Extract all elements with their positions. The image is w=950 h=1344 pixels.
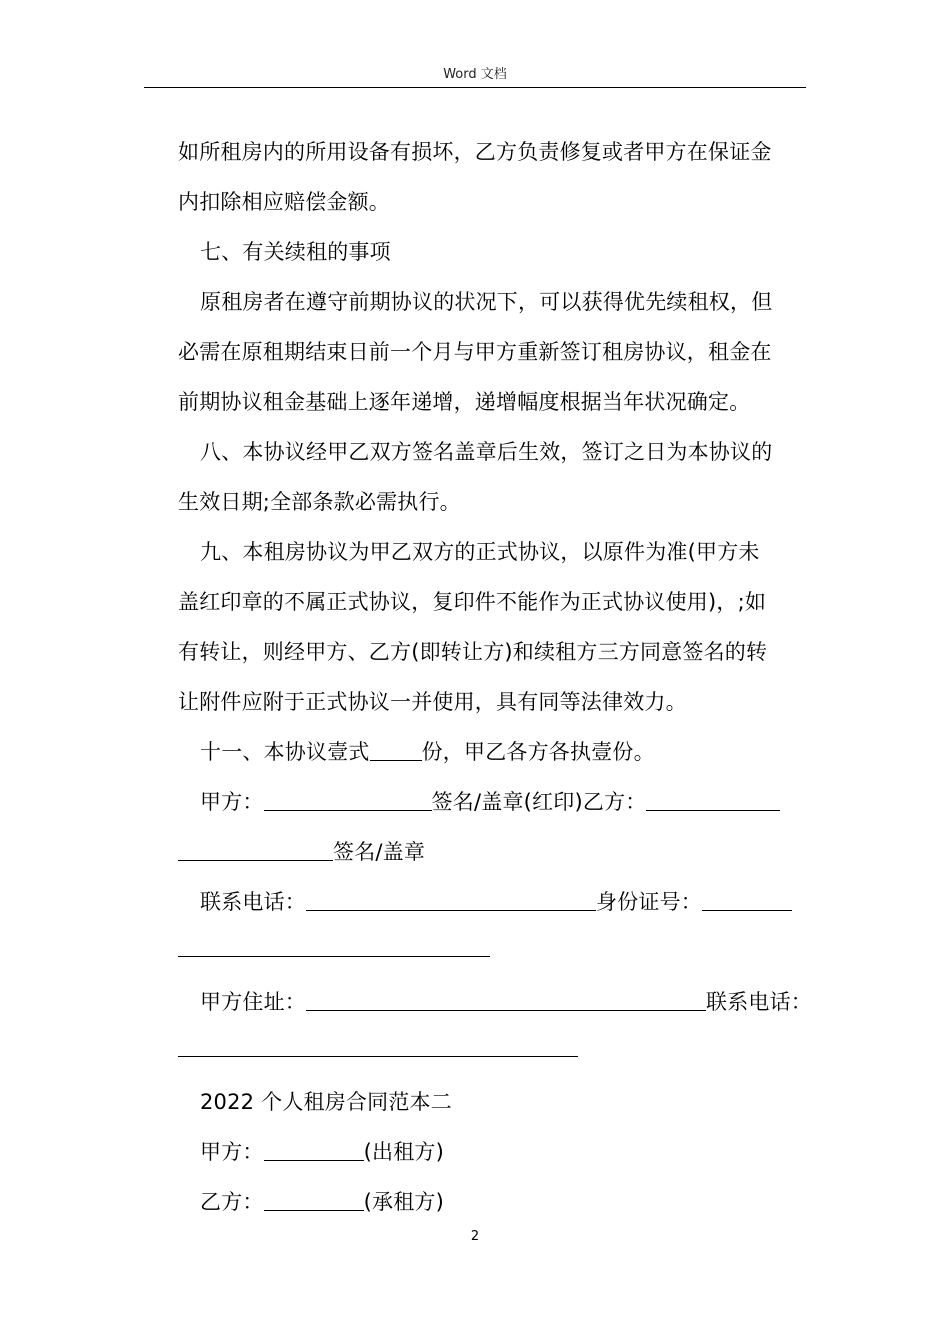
party-b-signature-blank-continued[interactable]: [178, 842, 333, 861]
section-title: 2022 个人租房合同范本二: [200, 1090, 452, 1114]
signature-seal-label: 签名/盖章(红印)乙方：: [431, 790, 647, 814]
paragraph-line: 八、本协议经甲乙双方签名盖章后生效，签订之日为本协议的: [200, 440, 773, 464]
paragraph-line: 前期协议租金基础上逐年递增，递增幅度根据当年状况确定。: [178, 390, 751, 414]
header-divider: [144, 87, 806, 88]
document-body: [178, 128, 814, 1228]
party-a-label: 甲方：: [200, 1140, 264, 1164]
id-number-blank-continued[interactable]: [178, 938, 490, 957]
phone-blank-continued[interactable]: [178, 1038, 578, 1057]
paragraph-line: 必需在原租期结束日前一个月与甲方重新签订租房协议，租金在: [178, 340, 772, 364]
id-number-label: 身份证号：: [596, 890, 702, 914]
party-a-role: (出租方): [363, 1140, 444, 1164]
paragraph-line: 生效日期;全部条款必需执行。: [178, 490, 461, 514]
copies-clause: [178, 728, 814, 778]
signature-end-label: 签名/盖章: [333, 840, 426, 864]
paragraph-line: 原租房者在遵守前期协议的状况下，可以获得优先续租权，但: [200, 290, 773, 314]
signature-line-continued: [178, 828, 814, 878]
party-a-signature-blank[interactable]: [264, 792, 432, 811]
id-number-blank[interactable]: [702, 892, 792, 911]
paragraph-line: 九、本租房协议为甲乙双方的正式协议，以原件为准(甲方未: [200, 540, 760, 564]
id-number-continued: [178, 928, 814, 978]
party-b-blank[interactable]: [264, 1192, 364, 1211]
paragraph-line: 盖红印章的不属正式协议，复印件不能作为正式协议使用)，;如: [178, 590, 767, 614]
paragraph-line: 有转让，则经甲方、乙方(即转让方)和续租方三方同意签名的转: [178, 640, 768, 664]
phone-blank[interactable]: [306, 892, 596, 911]
paragraph-line: 让附件应附于正式协议一并使用，具有同等法律效力。: [178, 690, 687, 714]
page-header-title: Word 文档: [443, 67, 507, 82]
address-blank[interactable]: [306, 992, 706, 1011]
page-number: 2: [470, 1229, 480, 1244]
phone-label-2: 联系电话：: [706, 990, 812, 1014]
contact-line: [178, 878, 814, 928]
address-label: 甲方住址：: [200, 990, 306, 1014]
copies-clause-suffix: 份，甲乙各方各执壹份。: [421, 740, 655, 764]
party-b-role: (承租方): [363, 1190, 444, 1214]
copies-clause-prefix: 十一、本协议壹式: [200, 740, 370, 764]
signature-line: [178, 778, 814, 828]
party-b-signature-blank[interactable]: [646, 792, 780, 811]
address-line: [178, 978, 814, 1028]
paragraph-line: 如所租房内的所用设备有损坏，乙方负责修复或者甲方在保证金: [178, 140, 772, 164]
party-b-label: 乙方：: [200, 1190, 264, 1214]
phone-label: 联系电话：: [200, 890, 306, 914]
paragraph-line: 内扣除相应赔偿金额。: [178, 190, 390, 214]
party-b-line: [178, 1178, 814, 1228]
party-a-blank[interactable]: [264, 1142, 364, 1161]
section-heading: 七、有关续租的事项: [200, 240, 391, 264]
party-a-signature-label: 甲方：: [200, 790, 264, 814]
copies-count-blank[interactable]: [370, 742, 422, 761]
phone-continued: [178, 1028, 814, 1078]
party-a-line: [178, 1128, 814, 1178]
